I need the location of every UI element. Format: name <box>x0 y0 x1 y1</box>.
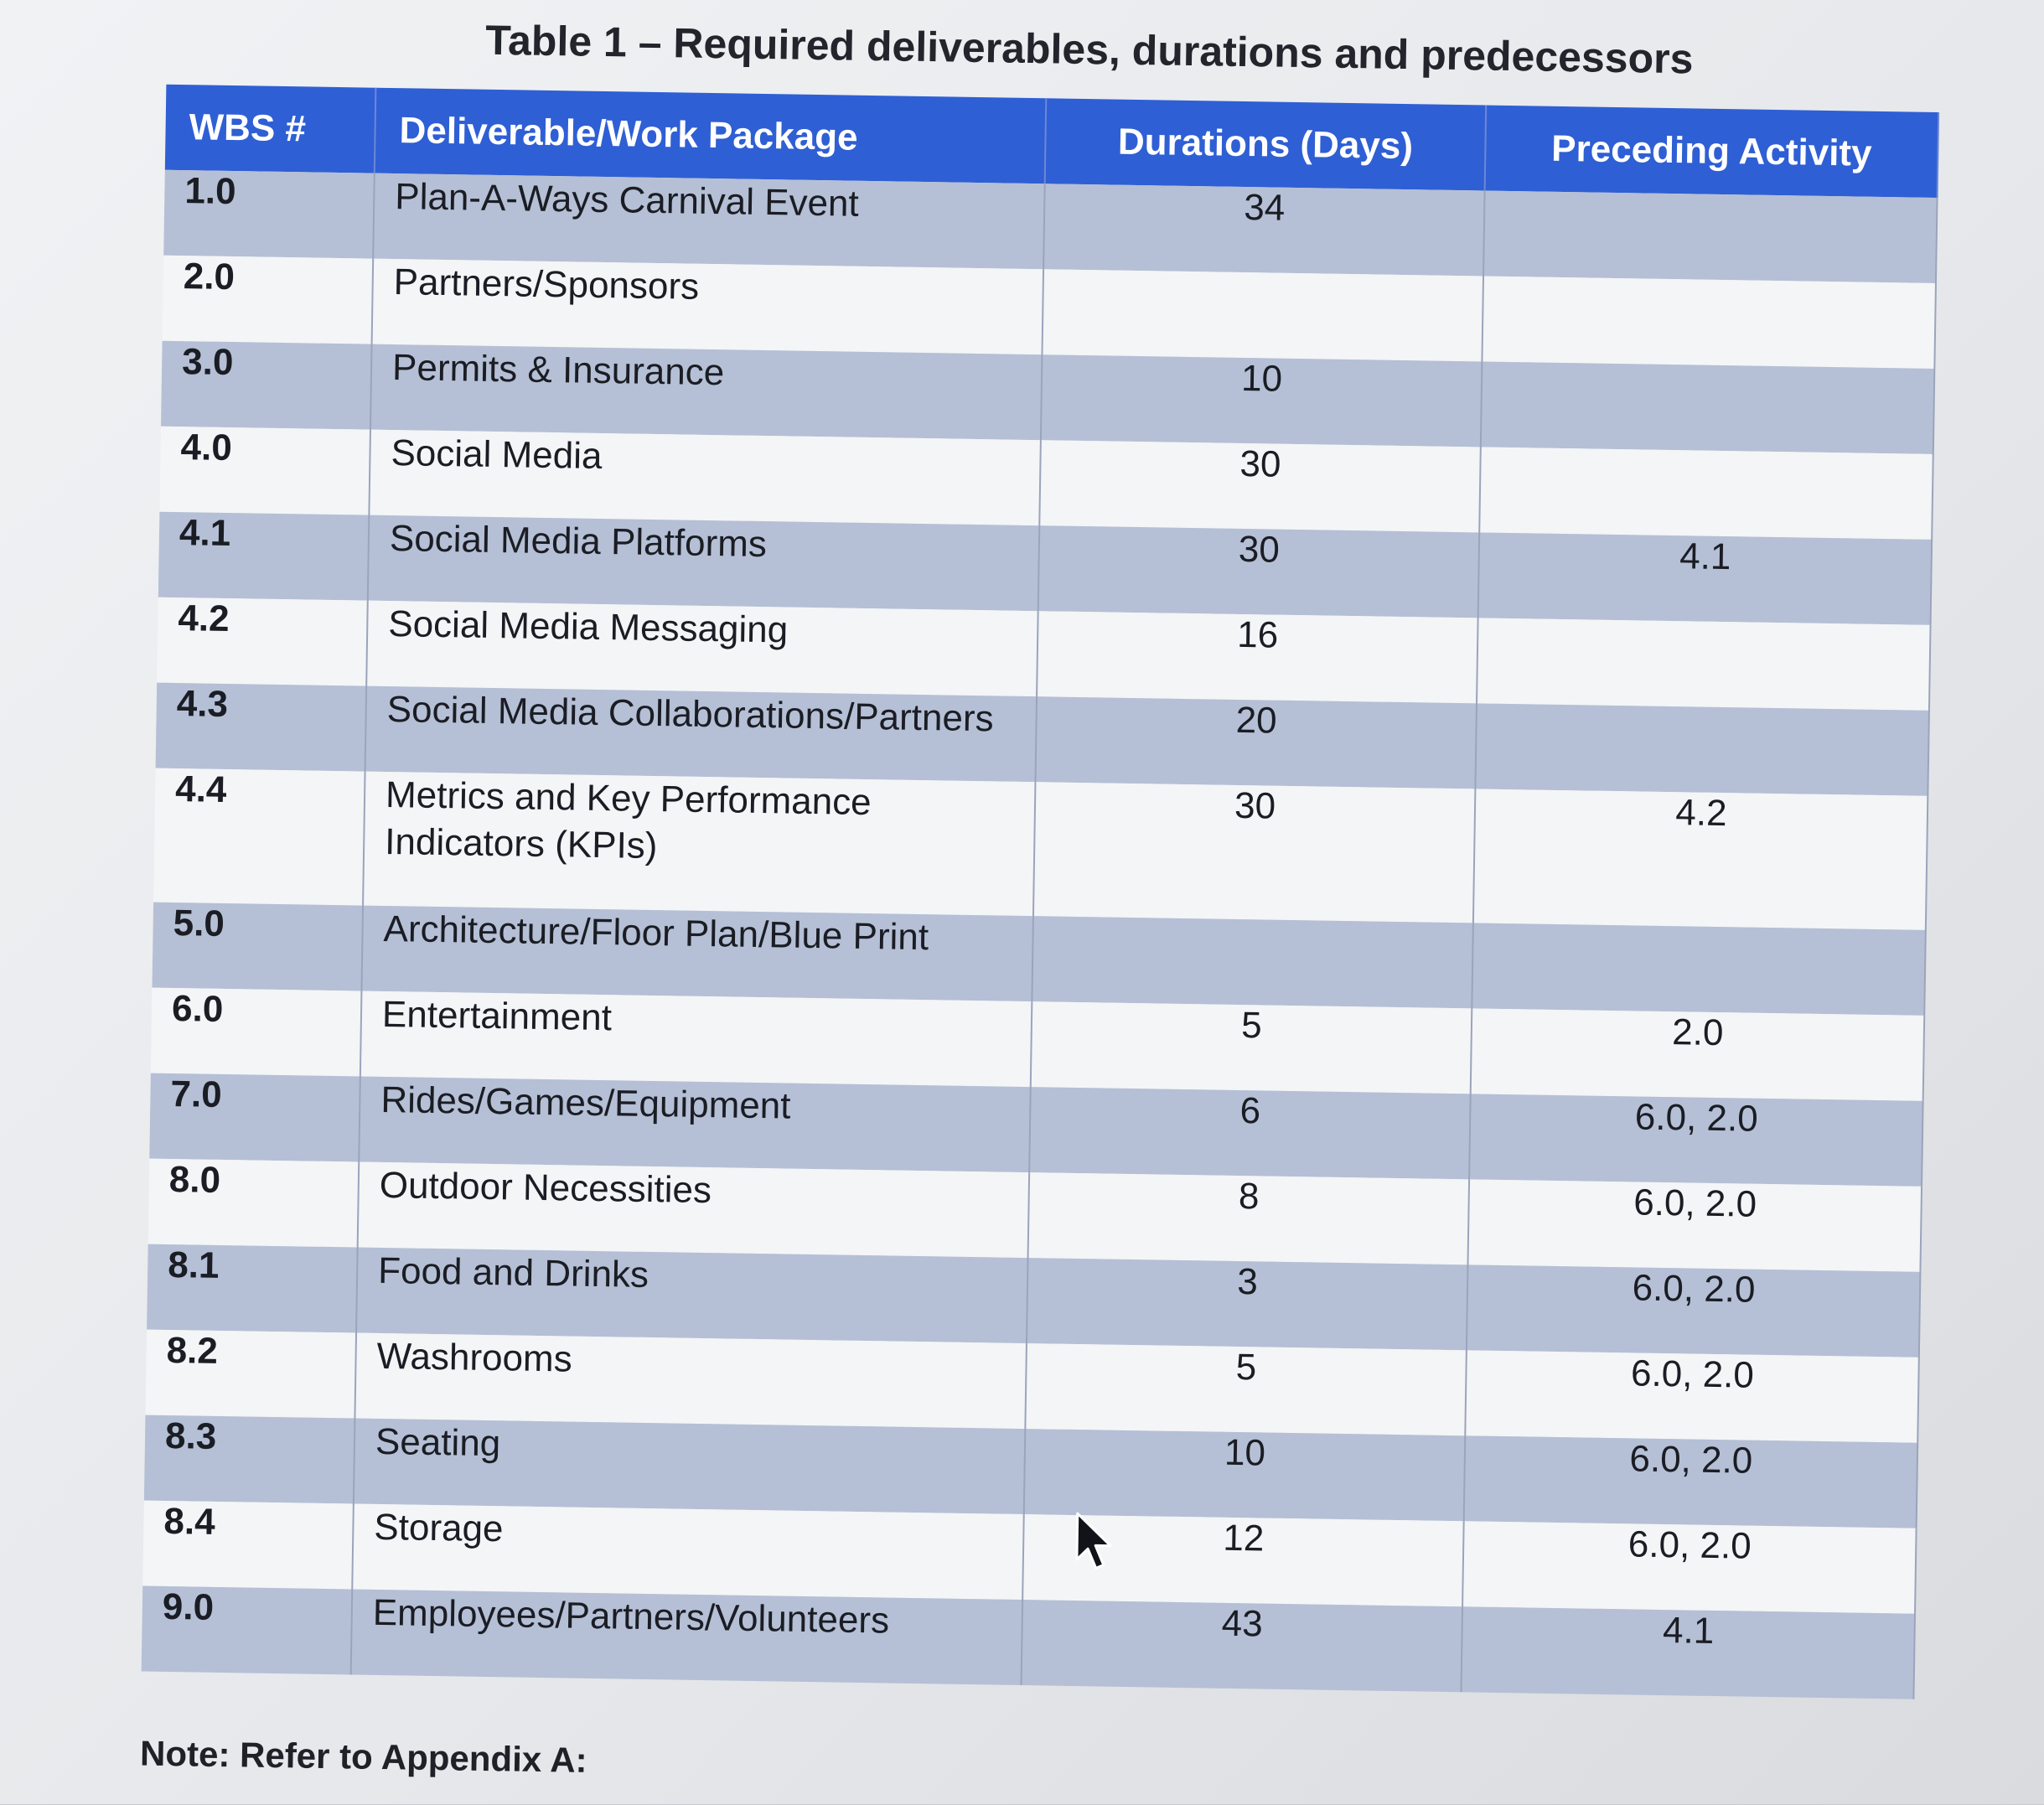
document-page <box>98 0 1961 1805</box>
duration-cell: 20 <box>1035 696 1477 789</box>
header-wbs: WBS # <box>165 85 376 173</box>
wbs-cell: 6.0 <box>151 988 362 1077</box>
deliverable-cell: Entertainment <box>360 991 1032 1088</box>
table-title: Table 1 – Required deliverables, durations and predecessors <box>484 16 1694 83</box>
deliverable-cell: Social Media Messaging <box>366 601 1038 697</box>
preceding-cell <box>1479 447 1933 539</box>
preceding-cell <box>1482 276 1936 368</box>
deliverable-cell: Partners/Sponsors <box>372 259 1044 355</box>
deliverable-cell: Employees/Partners/Volunteers <box>351 1589 1023 1685</box>
deliverable-cell: Outdoor Necessities <box>358 1162 1030 1259</box>
wbs-cell: 4.4 <box>153 768 365 906</box>
mouse-pointer-icon <box>1074 1511 1116 1572</box>
preceding-cell: 4.2 <box>1473 789 1928 929</box>
duration-cell: 3 <box>1027 1258 1468 1350</box>
deliverables-table <box>142 85 1939 1699</box>
preceding-cell: 6.0, 2.0 <box>1467 1265 1921 1357</box>
wbs-cell: 5.0 <box>152 902 363 991</box>
wbs-cell: 4.0 <box>159 427 370 515</box>
deliverable-cell: Food and Drinks <box>356 1248 1028 1344</box>
deliverable-cell: Permits & Insurance <box>370 344 1043 441</box>
duration-cell: 12 <box>1022 1514 1464 1606</box>
duration-cell: 5 <box>1025 1343 1467 1435</box>
duration-cell: 6 <box>1029 1087 1471 1179</box>
duration-cell: 16 <box>1037 611 1478 703</box>
duration-cell <box>1042 269 1483 361</box>
preceding-cell <box>1481 361 1935 453</box>
deliverable-cell: Rides/Games/Equipment <box>359 1077 1031 1173</box>
deliverable-cell: Social Media <box>369 430 1041 526</box>
duration-cell: 10 <box>1024 1429 1466 1521</box>
deliverable-cell: Social Media Collaborations/Partners <box>365 686 1038 783</box>
preceding-cell: 6.0, 2.0 <box>1469 1094 1923 1186</box>
deliverable-cell: Storage <box>352 1503 1024 1600</box>
duration-cell: 43 <box>1022 1600 1463 1692</box>
preceding-cell: 4.1 <box>1461 1606 1915 1699</box>
appendix-note: Note: Refer to Appendix A: <box>139 1733 588 1780</box>
duration-cell: 30 <box>1038 525 1480 618</box>
deliverable-cell: Architecture/Floor Plan/Blue Print <box>361 906 1033 1002</box>
deliverable-cell: Washrooms <box>354 1333 1027 1430</box>
deliverable-cell: Seating <box>354 1419 1026 1515</box>
deliverable-cell: Metrics and Key Performance Indicators (KPIs) <box>363 772 1035 917</box>
wbs-cell: 3.0 <box>161 341 372 430</box>
preceding-cell: 6.0, 2.0 <box>1465 1350 1919 1442</box>
duration-cell: 8 <box>1028 1172 1470 1265</box>
wbs-cell: 4.1 <box>158 512 370 601</box>
preceding-cell: 6.0, 2.0 <box>1464 1435 1918 1528</box>
duration-cell: 5 <box>1031 1001 1472 1094</box>
duration-cell <box>1032 916 1473 1008</box>
deliverable-cell: Plan-A-Ways Carnival Event <box>373 173 1045 270</box>
wbs-cell: 7.0 <box>149 1073 360 1162</box>
preceding-cell <box>1475 703 1929 795</box>
wbs-cell: 8.0 <box>148 1159 360 1248</box>
wbs-cell: 8.2 <box>145 1330 356 1419</box>
wbs-cell: 8.3 <box>144 1415 355 1504</box>
header-duration: Durations (Days) <box>1045 98 1487 190</box>
header-preceding: Preceding Activity <box>1485 106 1939 198</box>
preceding-cell <box>1477 618 1931 710</box>
header-deliverable: Deliverable/Work Package <box>375 88 1047 184</box>
preceding-cell: 6.0, 2.0 <box>1467 1179 1922 1271</box>
preceding-cell: 4.1 <box>1478 532 1933 624</box>
duration-cell: 34 <box>1043 184 1485 276</box>
wbs-cell: 4.3 <box>156 683 367 772</box>
preceding-cell: 6.0, 2.0 <box>1462 1521 1917 1613</box>
wbs-cell: 8.4 <box>142 1501 354 1590</box>
preceding-cell <box>1483 190 1938 282</box>
deliverable-cell: Social Media Platforms <box>368 515 1040 612</box>
wbs-cell: 9.0 <box>142 1586 353 1675</box>
wbs-cell: 2.0 <box>163 256 374 344</box>
duration-cell: 30 <box>1039 440 1481 532</box>
wbs-cell: 1.0 <box>163 170 375 259</box>
duration-cell: 30 <box>1033 782 1475 923</box>
preceding-cell: 2.0 <box>1471 1008 1925 1100</box>
wbs-cell: 8.1 <box>147 1244 358 1333</box>
wbs-cell: 4.2 <box>157 597 368 686</box>
duration-cell: 10 <box>1041 354 1483 447</box>
preceding-cell <box>1472 923 1926 1015</box>
